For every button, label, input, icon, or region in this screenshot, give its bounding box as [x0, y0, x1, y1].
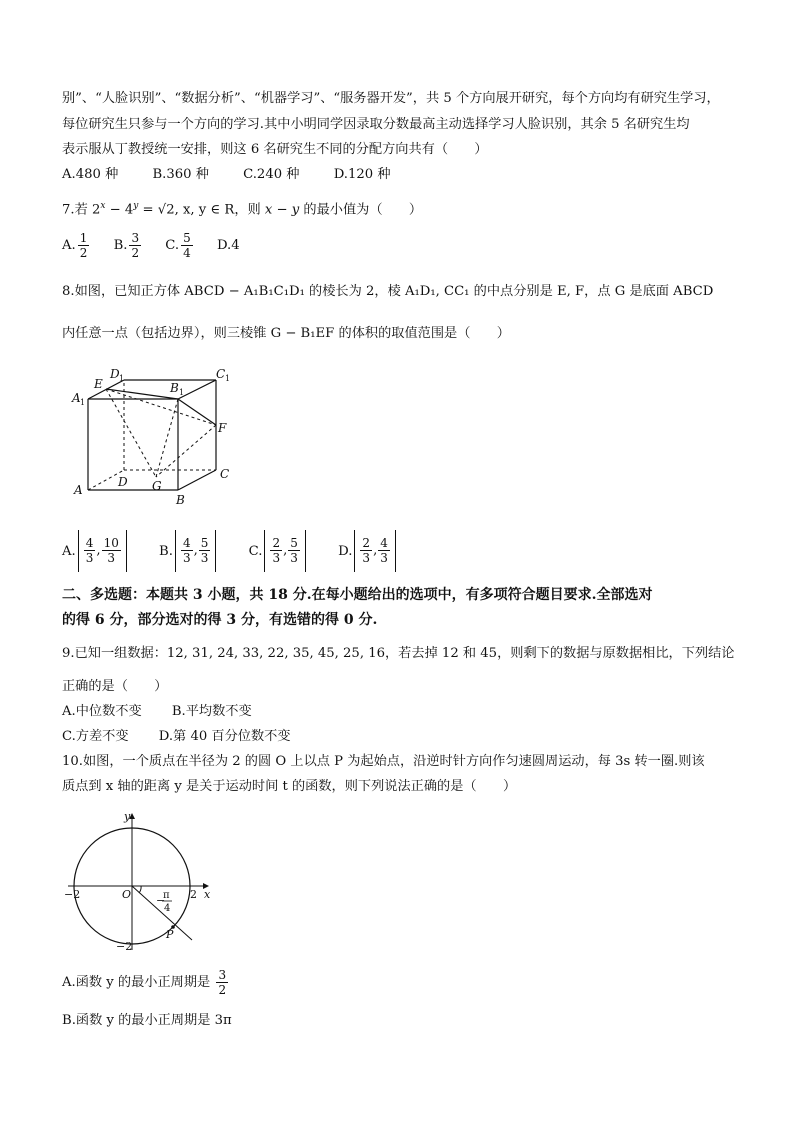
q10-a-num: 3: [218, 968, 227, 982]
label-x-axis: x: [204, 888, 211, 901]
q10-option-a-text: A.函数 y 的最小正周期是: [62, 975, 211, 990]
q8-c-n1: 2: [272, 536, 281, 550]
q9-option-c[interactable]: C.方差不变: [62, 729, 129, 744]
q7-stem-pre: 7.若 2: [62, 202, 101, 218]
q7-option-b[interactable]: [113, 231, 144, 260]
q10-a-den: 2: [218, 983, 227, 997]
q8-d-d1: 3: [362, 551, 371, 565]
label-y-axis: y: [124, 810, 131, 823]
label-A: A: [74, 483, 83, 497]
q8-b-d1: 3: [182, 551, 191, 565]
q7-b-den: 2: [131, 246, 140, 260]
q6-line-2: 每位研究生只参与一个方向的学习.其中小明同学因录取分数最高主动选择学习人脸识别，其余 5 名研究生均: [62, 117, 690, 132]
label-E: E: [94, 377, 103, 391]
q8-option-c[interactable]: [248, 536, 308, 565]
q8-c-d2: 3: [290, 551, 298, 565]
q8-c-d1: 3: [272, 551, 281, 565]
q10-line-1: 10.如图，一个质点在半径为 2 的圆 O 上以点 P 为起始点，沿逆时针方向作匀速圆周运动，每 3s 转一圈.则该: [62, 754, 705, 769]
q7-option-a-fraction: [78, 231, 90, 260]
q8-d-n2: 4: [380, 536, 388, 550]
q8-a-label: A.: [62, 543, 76, 559]
q6-line-1: 别”、“人脸识别”、“数据分析”、“机器学习”、“服务器开发”，共 5 个方向展开研究，每个方向均有研究生学习，: [62, 91, 720, 106]
segment-B1G: [156, 399, 178, 477]
label-neg2-y: −2: [116, 940, 133, 953]
label-D1: D: [110, 367, 120, 381]
label-B1-sub: 1: [179, 388, 185, 397]
label-pos2-x: 2: [190, 888, 197, 901]
q10-option-a[interactable]: [62, 968, 230, 998]
label-A1: A: [72, 391, 81, 405]
q8-option-d[interactable]: [338, 536, 398, 565]
q7-options: [62, 231, 240, 261]
q8-a-interval: $\frac{4}{3}$ , $\frac{10}{3}$: [78, 530, 127, 572]
q8-options: [62, 530, 398, 573]
q8-a-d2: 3: [107, 551, 116, 565]
q7-option-c[interactable]: [165, 231, 194, 260]
q6-option-b[interactable]: B.360 种: [152, 167, 209, 182]
q8-c-interval: $\frac{2}{3}$ , $\frac{5}{3}$: [264, 530, 305, 572]
q7-a-den: 2: [79, 246, 88, 260]
section2-heading-line-2: 的得 6 分，部分选对的得 3 分，有选错的得 0 分.: [62, 612, 378, 628]
q8-b-interval: $\frac{4}{3}$ , $\frac{5}{3}$: [175, 530, 216, 572]
label-C: C: [220, 467, 230, 481]
q7-option-b-fraction: [129, 231, 141, 260]
q7-option-a[interactable]: [62, 231, 91, 260]
q7-option-b-label: B.: [113, 238, 128, 253]
segment-EF: [106, 389, 216, 425]
q7-minus4: − 4: [105, 202, 134, 218]
label-D1-sub: 1: [119, 374, 125, 383]
q9-options-row-1: [62, 703, 282, 721]
label-B1: B: [170, 381, 179, 395]
q8-option-a[interactable]: [62, 536, 129, 565]
q9-line-1: 9.已知一组数据：12, 31, 24, 33, 22, 35, 45, 25, 16，若去掉 12 和 45，则剩下的数据与原数据相比，下列结论: [62, 646, 735, 661]
q7-c-den: 4: [183, 246, 191, 260]
q7-sup-y: y: [133, 201, 139, 211]
angle-arc: [139, 886, 141, 893]
q7-option-c-fraction: [181, 231, 193, 260]
q8-b-label: B.: [159, 543, 173, 559]
q8-c-n2: 5: [290, 536, 298, 550]
q10-line-2: 质点到 x 轴的距离 y 是关于运动时间 t 的函数，则下列说法正确的是（ ）: [62, 779, 517, 794]
label-angle-pi: π: [163, 890, 170, 901]
segment-EB1: [106, 389, 178, 399]
q10-option-b[interactable]: B.函数 y 的最小正周期是 3π: [62, 1013, 232, 1028]
label-origin: O: [122, 888, 132, 901]
edge-BC: [178, 470, 216, 490]
q8-a-n2: 10: [103, 536, 119, 550]
cube-figure: [66, 362, 236, 510]
q7-b-num: 3: [131, 231, 140, 245]
q8-a-d1: 3: [85, 551, 94, 565]
label-neg2-x: −2: [64, 888, 81, 901]
q7-stem-post: 的最小值为（ ）: [299, 202, 423, 218]
q6-option-a[interactable]: A.480 种: [62, 167, 119, 182]
q8-line-1: 8.如图，已知正方体 ABCD − A₁B₁C₁D₁ 的棱长为 2，棱 A₁D₁, CC₁ 的中点分别是 E, F，点 G 是底面 ABCD: [62, 284, 714, 299]
q7-option-d[interactable]: D.4: [216, 238, 240, 253]
q8-d-interval: $\frac{2}{3}$ , $\frac{4}{3}$: [354, 530, 395, 572]
label-C1-sub: 1: [225, 374, 231, 383]
segment-FG: [156, 425, 216, 477]
label-C1: C: [216, 367, 226, 381]
q8-d-d2: 3: [380, 551, 388, 565]
label-G: G: [152, 479, 162, 493]
q7-option-c-label: C.: [165, 238, 180, 253]
q7-stem: [62, 197, 422, 219]
q7-sup-x: x: [100, 201, 106, 211]
q7-a-num: 1: [79, 231, 88, 245]
q8-c-label: C.: [248, 543, 263, 559]
q8-b-n2: 5: [200, 536, 209, 550]
q9-option-d[interactable]: D.第 40 百分位数不变: [158, 729, 291, 744]
section2-heading-line-1: 二、多选题：本题共 3 小题，共 18 分.在每小题给出的选项中，有多项符合题目要求.全部选对: [62, 587, 653, 603]
segment-EG: [106, 389, 156, 477]
label-A1-sub: 1: [80, 398, 86, 407]
q7-stem-mid: = √2, x, y ∈ R，则: [138, 202, 265, 218]
q8-d-n1: 2: [362, 536, 371, 550]
q10-option-a-fraction: [216, 968, 228, 997]
q7-expr: x − y: [264, 202, 300, 218]
q8-b-d2: 3: [200, 551, 209, 565]
q8-a-n1: 4: [85, 536, 94, 550]
q6-line-3: 表示服从丁教授统一安排，则这 6 名研究生不同的分配方向共有（ ）: [62, 142, 488, 157]
label-angle-four: 4: [164, 903, 171, 914]
q9-line-2: 正确的是（ ）: [62, 679, 168, 694]
q9-options-row-2: [62, 728, 321, 746]
q7-c-num: 5: [183, 231, 191, 245]
q6-option-c[interactable]: C.240 种: [243, 167, 300, 182]
q9-option-a[interactable]: A.中位数不变: [62, 704, 142, 719]
circle-figure: [62, 808, 222, 958]
q6-option-d[interactable]: D.120 种: [333, 167, 391, 182]
label-P: P: [166, 928, 174, 941]
q8-b-n1: 4: [182, 536, 191, 550]
q7-option-a-label: A.: [62, 238, 76, 253]
label-angle-minus: −: [156, 894, 166, 907]
label-F: F: [218, 421, 227, 435]
segment-B1F: [178, 399, 216, 425]
q8-line-2: 内任意一点（包括边界），则三棱锥 G − B₁EF 的体积的取值范围是（ ）: [62, 326, 510, 341]
q8-option-b[interactable]: [159, 536, 218, 565]
q8-d-label: D.: [338, 543, 353, 559]
label-B: B: [176, 493, 185, 507]
q6-options: [62, 166, 421, 184]
q9-option-b[interactable]: B.平均数不变: [171, 704, 252, 719]
label-D: D: [118, 475, 128, 489]
